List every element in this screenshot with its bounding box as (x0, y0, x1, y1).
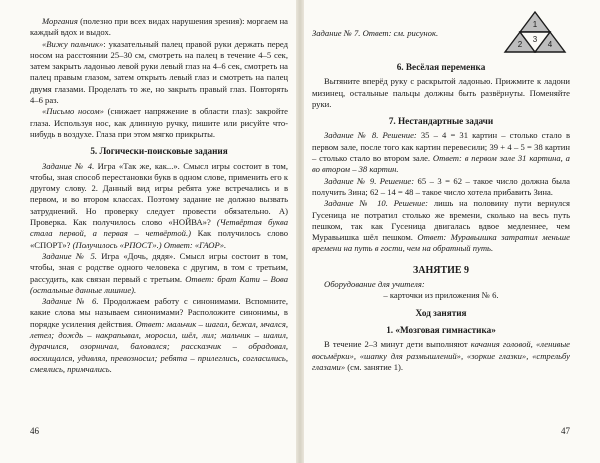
brain-gym-text (312, 339, 570, 373)
figure-number: 2 (517, 40, 523, 49)
section-heading-5: 5. Логически-поисковые задания (90, 146, 228, 157)
paragraph-nose-writing (30, 106, 288, 140)
break-exercise: Вытяните вперёд руку с раскрытой ладонью. Прижмите к ладони мизинец, остальные пальцы должны быть развёрнуты. Поменяйте руки. (312, 76, 570, 109)
task-text: Игра «Так же, как...». Смысл игры состоит в том, чтобы, зная способ перестановки букв в одном слове, применить его к другому слову. 2. Данный вид игры ребята уже встречались и в первом, и во втором классах. Поэтому задание не должно вызвать затруднений. Но проверку следует провести обязательно. А) Проверка. Как получилось слово «НОЙВА»? (30, 160, 288, 228)
figure-number: 1 (532, 20, 538, 29)
task-text: Продолжаем работу с синонимами. Вспомните, какие слова мы называем синонимами? Расположите синонимы, в порядке усиления действия. (30, 296, 288, 329)
figure-number: 3 (532, 35, 538, 44)
figure-number: 4 (547, 40, 553, 49)
page-number-right: 47 (561, 425, 570, 436)
section-heading-1: 1. «Мозговая гимнастика» (386, 324, 496, 335)
task-label: Задание № 6. (42, 296, 99, 307)
section-heading-7: 7. Нестандартные задачи (388, 116, 494, 127)
paragraph-blinking (30, 16, 288, 39)
page-number-left: 46 (30, 425, 39, 436)
task-label: Задание № 5. (42, 250, 97, 261)
triangle-figure (500, 10, 570, 54)
exercise-text: : указательный палец правой руки держать перед носом на расстоянии 25–30 см, смотреть на палец в течение 4–5 сек, затем закрыть ладонью левой руки левый глаз на 4–6 сек, смотреть на палец правым глазом, затем открыть левый глаз и смотреть на палец двумя глазами. Проделать то же, но закрыть правый глаз. Повторять 4–6 раз. (30, 38, 288, 106)
lesson-title: ЗАНЯТИЕ 9 (412, 264, 470, 276)
task-text: лишь на половину пути вернулся Гусеница не потратил столько же времени, сколько на весь путь пешком, так как Гусеница двигалась вдвое медленнее, чем Муравьишка шёл пешком. (312, 198, 570, 243)
task-label: Задание № 8. Решение: (324, 130, 417, 141)
task-answer: Ответ: Муравьишка затратил меньше времени на путь в гости, чем на обратный путь. (312, 232, 570, 254)
task-text: 65 – 3 = 62 – такое число должна была получить Зина; 62 – 14 = 48 – такое число хотела прибавить Зина. (312, 175, 570, 197)
exercise-title: «Вижу пальчик» (42, 38, 104, 49)
right-page (304, 0, 600, 463)
brain-gym-intro: В течение 2–3 минут дети выполняют (324, 339, 471, 350)
task-answer: Ответ: брат Кати – Вова (остальные данные лишние). (30, 273, 288, 295)
task-label: Задание № 9. Решение: (324, 175, 415, 186)
task-text: Как получилось слово «СПОРТ»? (30, 228, 288, 250)
exercise-title: «Письмо носом» (42, 106, 104, 117)
brain-gym-exercises: «ленивые восьмёрки», «шапку для размышлений», «зоркие глазки», «стрельбу глазами» (312, 339, 570, 372)
task-6 (30, 296, 288, 375)
task-label: Задание № 4. (42, 160, 95, 171)
exercise-text: (полезно при всех видах нарушения зрения): моргаем на каждый вдох и выдох. (30, 16, 288, 38)
task-7-answer: Задание № 7. Ответ: см. рисунок. (312, 28, 439, 38)
paragraph-see-finger (30, 39, 288, 107)
exercise-text: (снижает напряжение в области глаз): закройте глаза. Используя нос, как длинную ручку, пишите или рисуйте что-нибудь в воздухе. Глаза при этом мягко прикрыты. (30, 106, 288, 139)
task-7-row (312, 16, 570, 56)
task-answer: Ответ: мальчик – шагал, бежал, мчался, летел; дождь – накрапывал, моросил, шёл, лил; мальчик – шалил, дурачился, озорничал, баловался; рассказчик – обрадовал, восхищался, удивлял, превозносил; ребята – прилеглись, согласились, смеялись, примчались. (30, 318, 288, 374)
brain-gym-exercise: качания головой, (470, 339, 533, 350)
left-page (0, 0, 296, 463)
task-label: Задание № 10. Решение: (324, 198, 428, 209)
task-text: Игра «Дочь, дядя». Смысл игры состоит в том, чтобы, зная с родстве одного человека с другим, в том с третьим, рассудить, как связан первый с третьим. (30, 250, 288, 284)
task-answer: Ответ: «ГАОР». (161, 239, 227, 250)
task-note: (Четвёртая буква стала первой, а первая – четвёртой.) (30, 217, 289, 239)
task-5 (30, 251, 288, 296)
course-heading: Ход занятия (415, 307, 467, 318)
equipment-item: – карточки из приложения № 6. (383, 290, 499, 301)
task-8 (312, 130, 570, 175)
task-4 (30, 161, 288, 251)
brain-gym-ref: (см. занятие 1). (345, 361, 404, 372)
task-9 (312, 176, 570, 199)
task-answer: Ответ: в первом зале 31 картина, а во втором – 38 картин. (312, 153, 570, 175)
task-note: (Получилось «РПОСТ».) (72, 239, 162, 250)
equipment-label: Оборудование для учителя: (324, 279, 425, 290)
task-10 (312, 198, 570, 254)
book-gutter (296, 0, 304, 463)
task-text: 35 – 4 = 31 картин – столько стало в первом зале, после того как картин перевесили; 39 + 4 – 5 = 38 картин – столько стало во втором зале. (312, 130, 571, 164)
section-heading-6: 6. Весёлая переменка (396, 62, 486, 72)
exercise-title: Моргания (42, 16, 78, 26)
